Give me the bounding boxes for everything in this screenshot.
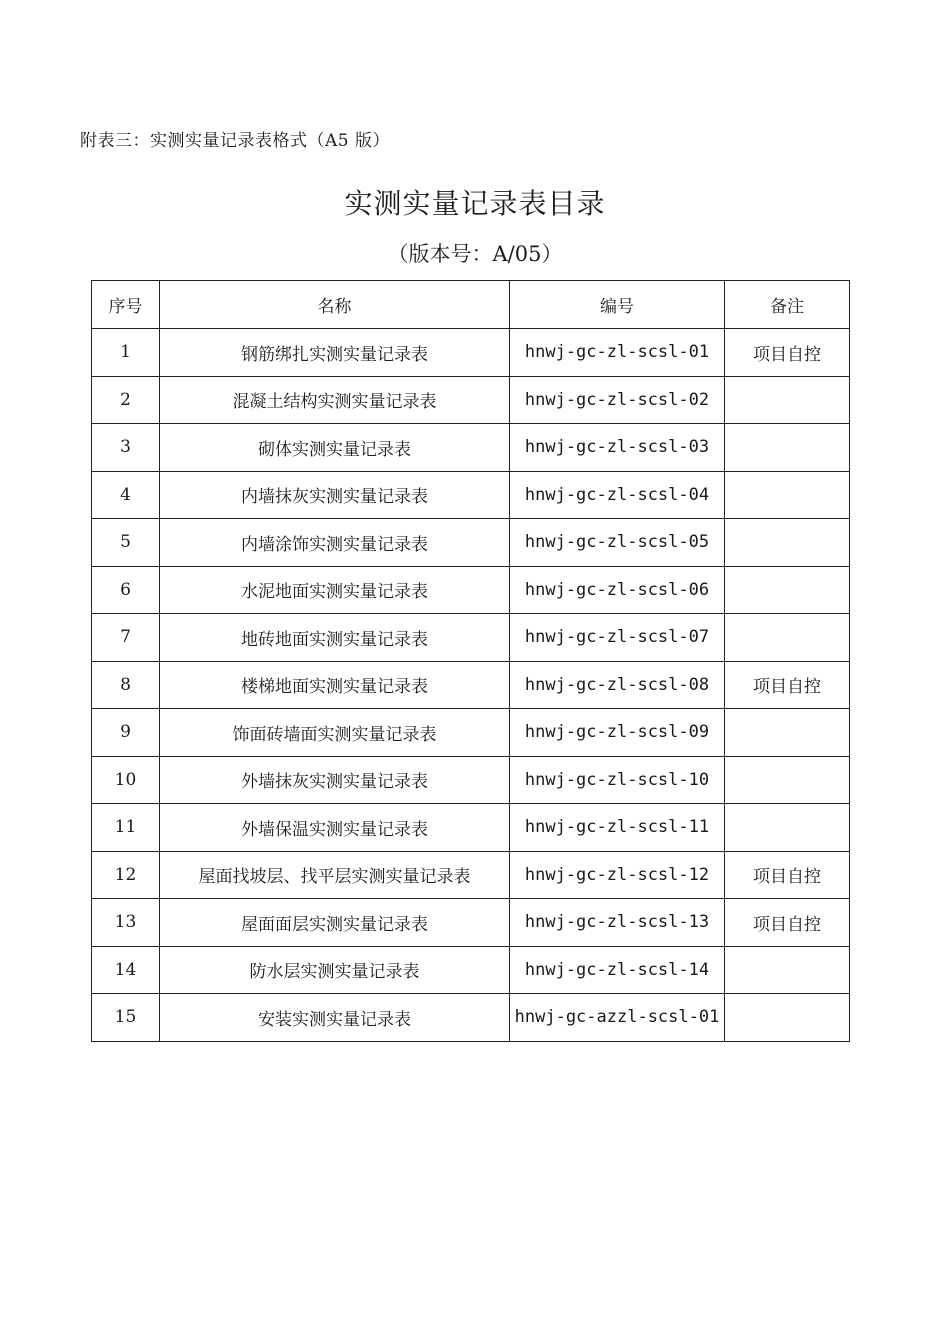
row-code: hnwj-gc-zl-scsl-05 (510, 519, 725, 567)
row-name: 防水层实测实量记录表 (160, 946, 510, 994)
row-remark: 项目自控 (725, 899, 850, 947)
row-no: 2 (92, 376, 160, 424)
row-remark (725, 471, 850, 519)
table-row (92, 566, 850, 614)
row-no: 15 (92, 994, 160, 1042)
row-code: hnwj-gc-zl-scsl-11 (510, 804, 725, 852)
row-remark (725, 804, 850, 852)
row-remark (725, 614, 850, 662)
row-no: 12 (92, 851, 160, 899)
table-row (92, 804, 850, 852)
table-row (92, 329, 850, 377)
version-number: （版本号：A/05） (387, 242, 563, 266)
table-row (92, 661, 850, 709)
table-header-row (92, 281, 850, 329)
row-code: hnwj-gc-azzl-scsl-01 (510, 994, 725, 1042)
row-name: 内墙抹灰实测实量记录表 (160, 471, 510, 519)
row-code: hnwj-gc-zl-scsl-03 (510, 424, 725, 472)
row-code: hnwj-gc-zl-scsl-06 (510, 566, 725, 614)
row-name: 砌体实测实量记录表 (160, 424, 510, 472)
appendix-label: 附表三：实测实量记录表格式（A5 版） (80, 131, 390, 151)
row-no: 7 (92, 614, 160, 662)
row-code: hnwj-gc-zl-scsl-07 (510, 614, 725, 662)
table-row (92, 471, 850, 519)
row-remark (725, 376, 850, 424)
row-name: 安装实测实量记录表 (160, 994, 510, 1042)
table-row (92, 614, 850, 662)
row-no: 6 (92, 566, 160, 614)
row-code: hnwj-gc-zl-scsl-02 (510, 376, 725, 424)
row-name: 饰面砖墙面实测实量记录表 (160, 709, 510, 757)
table-row (92, 994, 850, 1042)
row-remark: 项目自控 (725, 329, 850, 377)
row-name: 混凝土结构实测实量记录表 (160, 376, 510, 424)
row-remark: 项目自控 (725, 661, 850, 709)
row-no: 9 (92, 709, 160, 757)
header-name: 名称 (160, 281, 510, 329)
row-code: hnwj-gc-zl-scsl-10 (510, 756, 725, 804)
row-no: 11 (92, 804, 160, 852)
row-no: 13 (92, 899, 160, 947)
record-table (91, 280, 850, 1042)
row-code: hnwj-gc-zl-scsl-09 (510, 709, 725, 757)
row-code: hnwj-gc-zl-scsl-14 (510, 946, 725, 994)
table-row (92, 376, 850, 424)
row-remark (725, 994, 850, 1042)
row-name: 水泥地面实测实量记录表 (160, 566, 510, 614)
header-code: 编号 (510, 281, 725, 329)
row-remark (725, 566, 850, 614)
row-no: 8 (92, 661, 160, 709)
table-row (92, 519, 850, 567)
row-no: 1 (92, 329, 160, 377)
page-title: 实测实量记录表目录 (344, 187, 606, 220)
row-code: hnwj-gc-zl-scsl-12 (510, 851, 725, 899)
row-no: 14 (92, 946, 160, 994)
table-row (92, 899, 850, 947)
row-remark (725, 519, 850, 567)
row-name: 钢筋绑扎实测实量记录表 (160, 329, 510, 377)
table-row (92, 946, 850, 994)
row-no: 4 (92, 471, 160, 519)
table-row (92, 756, 850, 804)
table-row (92, 709, 850, 757)
table-row (92, 424, 850, 472)
row-name: 内墙涂饰实测实量记录表 (160, 519, 510, 567)
header-no: 序号 (92, 281, 160, 329)
row-remark (725, 946, 850, 994)
table-row (92, 851, 850, 899)
row-name: 地砖地面实测实量记录表 (160, 614, 510, 662)
row-name: 楼梯地面实测实量记录表 (160, 661, 510, 709)
row-name: 屋面面层实测实量记录表 (160, 899, 510, 947)
row-no: 5 (92, 519, 160, 567)
row-name: 屋面找坡层、找平层实测实量记录表 (160, 851, 510, 899)
row-no: 3 (92, 424, 160, 472)
row-code: hnwj-gc-zl-scsl-08 (510, 661, 725, 709)
row-remark (725, 709, 850, 757)
row-name: 外墙保温实测实量记录表 (160, 804, 510, 852)
row-remark (725, 424, 850, 472)
row-name: 外墙抹灰实测实量记录表 (160, 756, 510, 804)
row-code: hnwj-gc-zl-scsl-13 (510, 899, 725, 947)
row-code: hnwj-gc-zl-scsl-01 (510, 329, 725, 377)
row-remark: 项目自控 (725, 851, 850, 899)
row-code: hnwj-gc-zl-scsl-04 (510, 471, 725, 519)
row-no: 10 (92, 756, 160, 804)
row-remark (725, 756, 850, 804)
header-remark: 备注 (725, 281, 850, 329)
